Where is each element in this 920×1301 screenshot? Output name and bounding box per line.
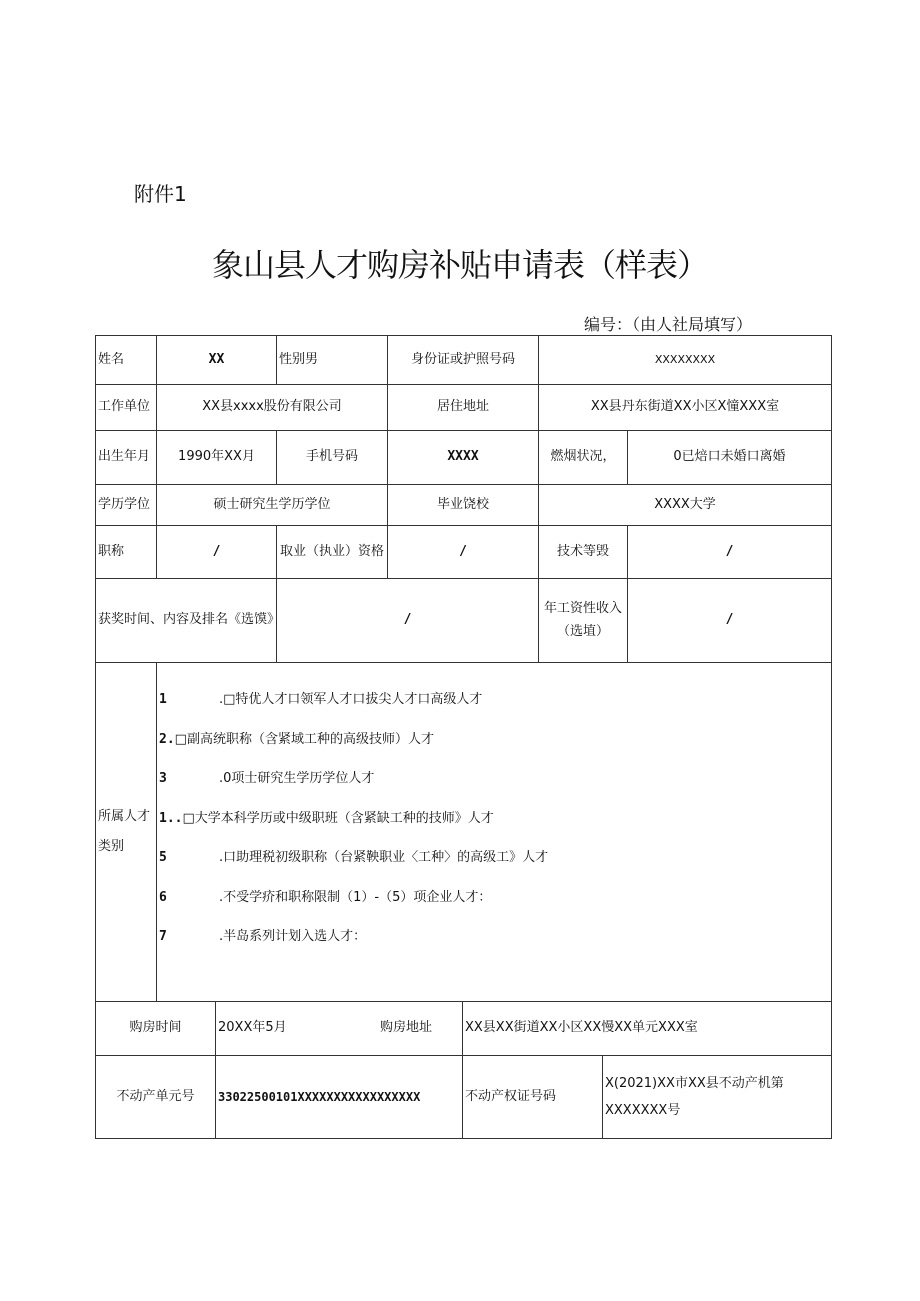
category-item[interactable]: 5 .口助理税初级职称（台紧鞅职业〈工种〉的高级工》人才 — [159, 850, 549, 865]
category-item[interactable]: 1 .□特优人才口领军人才口拔尖人才口高级人才 — [159, 692, 483, 707]
purchase-time-label: 购房时间 — [95, 1001, 216, 1056]
address-value[interactable]: XX县丹东街道XX小区X憧XXX室 — [538, 384, 832, 431]
title-value[interactable]: / — [156, 525, 277, 579]
category-item[interactable]: 1.. □大学本科学历或中级职班（含紧缺工种的技师》人才 — [159, 810, 494, 826]
birth-value[interactable]: 1990年XX月 — [156, 430, 277, 485]
school-value[interactable]: XXXX大学 — [538, 484, 832, 526]
marital-value[interactable]: 0已焙口未婚口离婚 — [627, 430, 832, 485]
employer-label: 工作单位 — [95, 384, 157, 431]
name-value[interactable]: XX — [156, 335, 277, 385]
unit-number-label: 不动产单元号 — [95, 1055, 216, 1139]
address-label: 居住地址 — [387, 384, 539, 431]
gender-value[interactable]: 性别男 — [276, 335, 388, 385]
category-item[interactable]: 7 .半岛系列计划入选人才： — [159, 929, 367, 944]
phone-value[interactable]: XXXX — [387, 430, 539, 485]
certificate-value[interactable]: X(2021)XX市XX县不动产机第XXXXXXX号 — [602, 1055, 832, 1139]
id-label: 身份证或护照号码 — [387, 335, 539, 385]
phone-label: 手机号码 — [276, 430, 388, 485]
category-item[interactable]: 3 .0项士研究生学历学位人才 — [159, 771, 375, 786]
category-item[interactable]: 2. □副高统职称（含紧域工种的高级技师）人才 — [159, 731, 434, 747]
education-label: 学历学位 — [95, 484, 157, 526]
certificate-label: 不动产权证号码 — [462, 1055, 603, 1139]
attachment-label: 附件1 — [134, 182, 187, 206]
award-value[interactable]: / — [276, 578, 539, 663]
qualification-value[interactable]: / — [387, 525, 539, 579]
tech-level-label: 技术等毁 — [538, 525, 628, 579]
page-title: 象山县人才购房补贴申请表（样表） — [211, 246, 708, 284]
birth-label: 出生年月 — [95, 430, 157, 485]
category-item[interactable]: 6 .不受学疥和职称限制（1）-（5）项企业人才： — [159, 889, 492, 905]
unit-number-value[interactable]: 33022500101XXXXXXXXXXXXXXXXX — [215, 1055, 463, 1139]
serial-number: 编号：（由人社局填写） — [584, 315, 753, 334]
marital-label: 燃烟状况， — [538, 430, 628, 485]
tech-level-value[interactable]: / — [627, 525, 832, 579]
purchase-address-value[interactable]: XX县XX街道XX小区XX慢XX单元XXX室 — [462, 1001, 832, 1056]
employer-value[interactable]: XX县xxxx股份有限公司 — [156, 384, 388, 431]
category-list — [156, 662, 832, 1002]
purchase-time-cell — [215, 1001, 463, 1056]
purchase-address-label: 购房地址 — [379, 1020, 432, 1036]
id-value[interactable]: XXXXXXXX — [538, 335, 832, 385]
title-label: 职称 — [95, 525, 157, 579]
education-value[interactable]: 硕士研究生学历学位 — [156, 484, 388, 526]
qualification-label: 取业（执业）资格 — [276, 525, 388, 579]
category-label: 所属人才类别 — [95, 662, 157, 1002]
school-label: 毕业饶校 — [387, 484, 539, 526]
award-label: 获奖时间、内容及排名《选馍》 — [95, 578, 277, 663]
purchase-time-value[interactable]: 20XX年5月 — [218, 1020, 287, 1036]
income-label: 年工资性收入（选埴） — [538, 578, 628, 663]
name-label: 姓名 — [95, 335, 157, 385]
income-value[interactable]: / — [627, 578, 832, 663]
